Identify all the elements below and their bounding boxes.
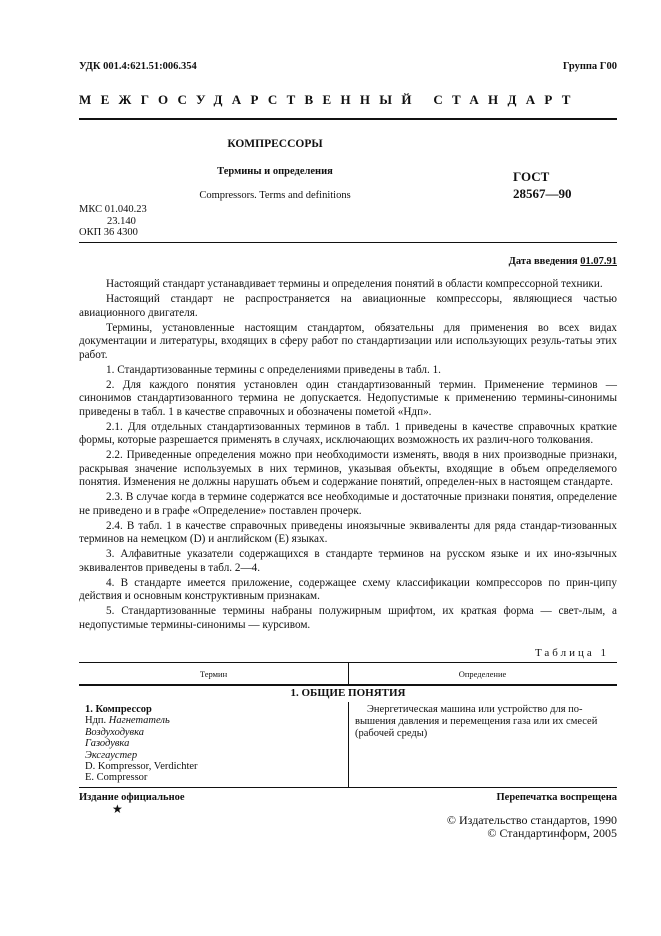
mks-code: МКС 01.040.23 xyxy=(79,204,147,215)
codes-rule xyxy=(79,242,617,243)
paragraph: 5. Стандартизованные термины набраны полужирным шрифтом, их краткая форма — свет-лым, а недопустимые термины-синонимы — курсивом. xyxy=(79,605,617,631)
table-term-cell xyxy=(85,704,340,784)
column-header-term: Термин xyxy=(199,669,228,679)
gost-number: 28567—90 xyxy=(513,186,572,201)
table-section-heading: 1. ОБЩИЕ ПОНЯТИЯ xyxy=(290,687,406,699)
document-subtitle: Термины и определения xyxy=(217,166,333,177)
udk-code: УДК 001.4:621.51:006.354 xyxy=(79,61,197,72)
term-english: E. Compressor xyxy=(85,772,148,784)
paragraph: 2.4. В табл. 1 в качестве справочных приведены иноязычные эквиваленты для ряда стандар-тизованных терминов на немецком (D) и английском (E) языках. xyxy=(79,519,617,545)
table-caption: Таблица 1 xyxy=(534,647,609,659)
body-text xyxy=(79,278,617,634)
ndp-prefix: Ндп. xyxy=(85,715,107,727)
term-ndp-line xyxy=(85,715,340,726)
ndp-term: Газодувка xyxy=(85,738,130,750)
header-rule xyxy=(79,118,617,120)
star-icon: ★ xyxy=(112,802,123,816)
table-header-row xyxy=(79,662,617,684)
ndp-term: Воздуходувка xyxy=(85,726,144,738)
term-german: D. Kompressor, Verdichter xyxy=(85,761,198,773)
column-header-definition: Определение xyxy=(458,669,507,679)
ndp-term: Эксгаустер xyxy=(85,749,138,761)
header-row xyxy=(79,61,617,75)
column-divider xyxy=(348,702,349,787)
introduction-date-label: Дата введения xyxy=(508,256,578,267)
gost-label: ГОСТ xyxy=(513,169,550,184)
paragraph: 1. Стандартизованные термины с определениями приведены в табл. 1. xyxy=(106,363,441,376)
introduction-date xyxy=(509,256,617,267)
paragraph: 4. В стандарте имеется приложение, содержащее схему классификации компрессоров по прин-ципу действия и основным конструктивным признакам. xyxy=(79,576,617,602)
paragraph: 2. Для каждого понятия установлен один стандартизованный термин. Применение терминов — синонимов стандартизованного термина не допускается. Недопустимые к применению термины-синонимы приведены в табл. 1 в качестве справочных и обозначены пометой «Ндп». xyxy=(79,378,617,418)
terms-table xyxy=(79,662,617,787)
paragraph: 2.1. Для отдельных стандартизованных терминов в табл. 1 приведены в качестве справочных краткие формы, которые разрешается применять в случаях, исключающих возможность их различ-ного толкования. xyxy=(79,420,617,446)
document-title-english: Compressors. Terms and definitions xyxy=(199,190,351,201)
ndp-term: Нагнетатель xyxy=(108,715,170,727)
table-header-rule xyxy=(79,684,617,686)
paragraph: Настоящий стандарт не распространяется на авиационные компрессоры, являющиеся частью авиационного двигателя. xyxy=(79,293,617,319)
group-code: Группа Г00 xyxy=(562,61,617,72)
document-title: КОМПРЕССОРЫ xyxy=(227,138,323,150)
copyright-line: © Издательство стандартов, 1990 xyxy=(446,813,617,827)
paragraph: 2.2. Приведенные определения можно при необходимости изменять, вводя в них производные признаки, раскрывая значение используемых в них терминов, указывая объекты, входящие в объем определяемого понятия. Изменения не должны нарушать объем и содержание понятий, определен-ных в настоящем стандарте. xyxy=(79,449,617,488)
copyright-line: © Стандартинформ, 2005 xyxy=(487,825,617,840)
interstate-standard-banner: МЕЖГОСУДАРСТВЕННЫЙ СТАНДАРТ xyxy=(79,92,580,107)
paragraph: 2.3. В случае когда в термине содержатся все необходимые и достаточные признаки понятия, определение не приведено и в графе «Определение» поставлен прочерк. xyxy=(79,491,617,517)
reprint-prohibited-label: Перепечатка воспрещена xyxy=(496,792,617,803)
okp-code: ОКП 36 4300 xyxy=(79,227,138,238)
table-bottom-rule xyxy=(79,787,617,788)
introduction-date-value: 01.07.91 xyxy=(580,256,617,267)
mks-code-extra: 23.140 xyxy=(107,215,136,227)
table-definition-cell: Энергетическая машина или устройство для по-вышения давления и перемещения газа или их смесей (рабочей среды) xyxy=(355,704,598,739)
copyright-block xyxy=(447,814,617,839)
classification-codes xyxy=(79,204,147,239)
paragraph: Термины, установленные настоящим стандартом, обязательны для применения во всех видах документации и литературы, входящих в сферу работ по стандартизации или использующих резуль-татьы этих работ. xyxy=(79,321,617,361)
paragraph: Настоящий стандарт устанавдивает термины и определения понятий в области компрессорной техники. xyxy=(106,278,603,290)
gost-designation xyxy=(513,168,572,202)
official-edition-label: Издание официальное xyxy=(79,792,185,803)
paragraph: 3. Алфавитные указатели содержащихся в стандарте терминов на русском языке и их ино-язычных эквивалентов приведены в табл. 2—4. xyxy=(79,548,617,574)
term-main: 1. Компрессор xyxy=(85,704,152,715)
